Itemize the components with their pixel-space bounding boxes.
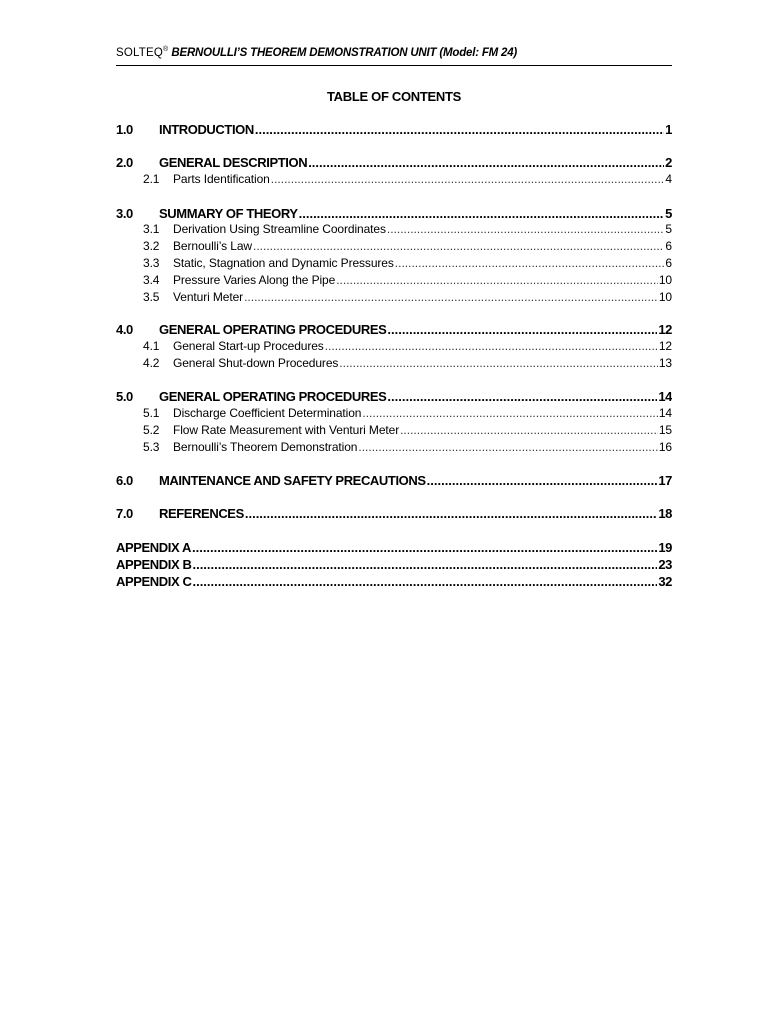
toc-entry-parts-identification[interactable] xyxy=(116,172,672,189)
toc-entry-text: INTRODUCTION xyxy=(159,122,254,137)
toc-entry-text: Pressure Varies Along the Pipe xyxy=(173,273,336,287)
leader-dots xyxy=(336,273,658,287)
toc-entry-page: 18 xyxy=(658,506,672,521)
toc-entry-page: 13 xyxy=(658,356,672,370)
toc-entry-text: Venturi Meter xyxy=(173,290,244,304)
leader-dots xyxy=(244,290,658,304)
toc-entry-page: 32 xyxy=(658,574,672,589)
toc-entry-page: 1 xyxy=(665,122,672,137)
leader-dots xyxy=(387,222,665,236)
toc-entry-number: 3.2 xyxy=(143,239,160,253)
toc-entry-text: Static, Stagnation and Dynamic Pressures xyxy=(173,256,394,270)
toc-entry-page: 14 xyxy=(658,389,672,404)
toc-entry-number: 2.1 xyxy=(143,172,160,186)
toc-entry-number: 5.1 xyxy=(143,406,160,420)
toc-entry-number: 4.2 xyxy=(143,356,160,370)
toc-entry-page: 12 xyxy=(658,339,672,353)
leader-dots xyxy=(245,506,657,521)
toc-entry-references[interactable] xyxy=(116,506,672,523)
toc-entry-text: SUMMARY OF THEORY xyxy=(159,206,298,221)
toc-entry-text: GENERAL OPERATING PROCEDURES xyxy=(159,389,387,404)
toc-entry-number: 4.1 xyxy=(143,339,160,353)
toc-entry-text: APPENDIX B xyxy=(116,557,192,572)
toc-title: TABLE OF CONTENTS xyxy=(326,89,462,104)
toc-entry-number: 4.0 xyxy=(116,322,133,337)
toc-entry-text: Parts Identification xyxy=(173,172,270,186)
leader-dots xyxy=(192,574,657,589)
toc-entry-shut-down[interactable] xyxy=(116,356,672,373)
leader-dots xyxy=(387,389,657,404)
leader-dots xyxy=(339,356,658,370)
toc-entry-page: 5 xyxy=(665,222,672,236)
leader-dots xyxy=(253,239,664,253)
toc-entry-flow-rate[interactable] xyxy=(116,423,672,440)
toc-entry-page: 14 xyxy=(658,406,672,420)
toc-entry-text: Discharge Coefficient Determination xyxy=(173,406,362,420)
toc-entry-page: 2 xyxy=(665,155,672,170)
toc-entry-derivation[interactable] xyxy=(116,222,672,239)
toc-entry-number: 5.3 xyxy=(143,440,160,454)
toc-entry-text: Bernoulli’s Theorem Demonstration xyxy=(173,440,358,454)
leader-dots xyxy=(427,473,658,488)
toc-entry-introduction[interactable] xyxy=(116,122,672,139)
toc-entry-pressure-varies[interactable] xyxy=(116,273,672,290)
toc-entry-appendix-b[interactable] xyxy=(116,557,672,574)
leader-dots xyxy=(400,423,658,437)
toc-entry-summary-of-theory[interactable] xyxy=(116,206,672,223)
toc-entry-page: 10 xyxy=(658,273,672,287)
leader-dots xyxy=(192,557,657,572)
toc-entry-text: GENERAL OPERATING PROCEDURES xyxy=(159,322,387,337)
leader-dots xyxy=(255,122,664,137)
leader-dots xyxy=(325,339,658,353)
toc-entry-bernoullis-law[interactable] xyxy=(116,239,672,256)
leader-dots xyxy=(308,155,664,170)
toc-entry-text: REFERENCES xyxy=(159,506,244,521)
toc-entry-general-description[interactable] xyxy=(116,155,672,172)
leader-dots xyxy=(192,540,657,555)
header-title: BERNOULLI’S THEOREM DEMONSTRATION UNIT (Model: FM 24) xyxy=(171,47,518,59)
toc-entry-text: APPENDIX A xyxy=(116,540,191,555)
page-header xyxy=(116,46,672,60)
registered-mark: ® xyxy=(163,46,169,54)
toc-entry-text: Flow Rate Measurement with Venturi Meter xyxy=(173,423,400,437)
toc-entry-number: 7.0 xyxy=(116,506,133,521)
toc-entry-page: 4 xyxy=(665,172,672,186)
toc-entry-operating-procedures-5[interactable] xyxy=(116,389,672,406)
leader-dots xyxy=(362,406,657,420)
toc-entry-venturi-meter[interactable] xyxy=(116,290,672,307)
toc-entry-number: 3.0 xyxy=(116,206,133,221)
toc-entry-pressures[interactable] xyxy=(116,256,672,273)
toc-entry-number: 5.0 xyxy=(116,389,133,404)
toc-entry-page: 6 xyxy=(665,256,672,270)
toc-entry-number: 2.0 xyxy=(116,155,133,170)
toc-entry-appendix-c[interactable] xyxy=(116,574,672,591)
toc-entry-number: 3.3 xyxy=(143,256,160,270)
header-brand: SOLTEQ xyxy=(116,47,163,59)
toc-entry-appendix-a[interactable] xyxy=(116,540,672,557)
toc-entry-text: MAINTENANCE AND SAFETY PRECAUTIONS xyxy=(159,473,426,488)
toc-entry-text: Bernoulli’s Law xyxy=(173,239,252,253)
leader-dots xyxy=(358,440,657,454)
toc-entry-page: 6 xyxy=(665,239,672,253)
toc-entry-number: 5.2 xyxy=(143,423,160,437)
toc-entry-page: 5 xyxy=(665,206,672,221)
toc-entry-text: Derivation Using Streamline Coordinates xyxy=(173,222,386,236)
leader-dots xyxy=(271,172,665,186)
toc-entry-maintenance[interactable] xyxy=(116,473,672,490)
leader-dots xyxy=(387,322,657,337)
toc-entry-page: 23 xyxy=(658,557,672,572)
toc-entry-page: 15 xyxy=(658,423,672,437)
toc-entry-text: General Start-up Procedures xyxy=(173,339,324,353)
header-divider xyxy=(116,65,672,66)
toc-entry-text: APPENDIX C xyxy=(116,574,192,589)
leader-dots xyxy=(299,206,665,221)
toc-entry-page: 17 xyxy=(658,473,672,488)
toc-entry-start-up[interactable] xyxy=(116,339,672,356)
toc-entry-text: GENERAL DESCRIPTION xyxy=(159,155,308,170)
leader-dots xyxy=(395,256,665,270)
toc-entry-page: 12 xyxy=(658,322,672,337)
toc-entry-number: 3.4 xyxy=(143,273,160,287)
toc-entry-number: 3.5 xyxy=(143,290,160,304)
toc-entry-page: 19 xyxy=(658,540,672,555)
toc-entry-page: 16 xyxy=(658,440,672,454)
toc-entry-number: 6.0 xyxy=(116,473,133,488)
toc-entry-page: 10 xyxy=(658,290,672,304)
toc-entry-number: 1.0 xyxy=(116,122,133,137)
toc-entry-theorem-demonstration[interactable] xyxy=(116,440,672,457)
toc-entry-number: 3.1 xyxy=(143,222,160,236)
toc-entry-operating-procedures-4[interactable] xyxy=(116,322,672,339)
toc-entry-text: General Shut-down Procedures xyxy=(173,356,339,370)
toc-entry-discharge-coefficient[interactable] xyxy=(116,406,672,423)
